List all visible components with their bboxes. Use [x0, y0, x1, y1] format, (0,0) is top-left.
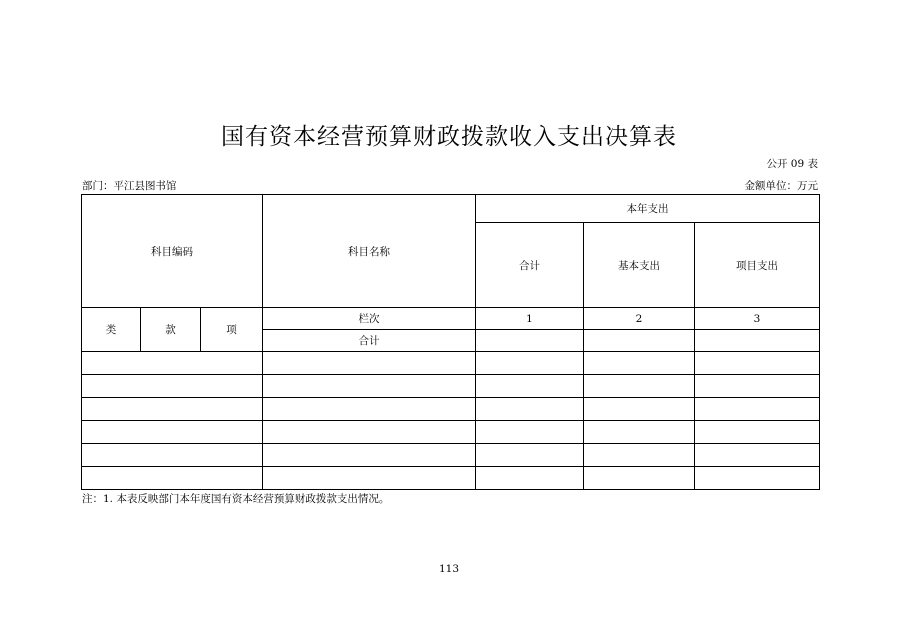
- form-number: 公开 09 表: [766, 158, 818, 170]
- table-cell: [476, 352, 584, 375]
- table-cell: [476, 444, 584, 467]
- header-subject-code: 科目编码: [82, 195, 263, 308]
- table-cell: [476, 421, 584, 444]
- column-number-1: 1: [476, 308, 584, 330]
- table-cell: [584, 375, 695, 398]
- table-cell: [584, 330, 695, 352]
- table-cell: [695, 330, 820, 352]
- table-cell: [82, 375, 263, 398]
- table-row: [82, 421, 820, 444]
- table-row: [82, 444, 820, 467]
- table-cell: [584, 444, 695, 467]
- table-cell: [584, 398, 695, 421]
- header-item: 项: [201, 308, 263, 352]
- table-cell: [584, 352, 695, 375]
- table-cell: [263, 375, 476, 398]
- table-cell: [476, 375, 584, 398]
- table-cell: [695, 444, 820, 467]
- header-basic-expense: 基本支出: [584, 223, 695, 308]
- table-cell: [476, 398, 584, 421]
- table-cell: [82, 398, 263, 421]
- table-cell: [695, 375, 820, 398]
- header-category: 类: [82, 308, 141, 352]
- table-cell: [263, 398, 476, 421]
- table-row: [82, 467, 820, 490]
- table-cell: [476, 330, 584, 352]
- page-title: 国有资本经营预算财政拨款收入支出决算表: [221, 124, 677, 150]
- table-cell: [584, 421, 695, 444]
- header-subject-name: 科目名称: [263, 195, 476, 308]
- unit-label: 金额单位：万元: [744, 180, 818, 192]
- table-cell: [263, 444, 476, 467]
- department-label: 部门：平江县图书馆: [82, 180, 177, 192]
- header-total: 合计: [476, 223, 584, 308]
- header-project-expense: 项目支出: [695, 223, 820, 308]
- table-cell: [263, 352, 476, 375]
- budget-table: [81, 194, 820, 490]
- table-cell: [584, 467, 695, 490]
- footnote: 注：1. 本表反映部门本年度国有资本经营预算财政拨款支出情况。: [82, 493, 390, 505]
- table-cell: [695, 398, 820, 421]
- table-row: [82, 352, 820, 375]
- table-cell: [82, 444, 263, 467]
- table-cell: [82, 467, 263, 490]
- table-cell: [82, 352, 263, 375]
- column-number-2: 2: [584, 308, 695, 330]
- page-number: 113: [438, 563, 460, 575]
- table-cell: [695, 467, 820, 490]
- table-cell: [263, 467, 476, 490]
- table-cell: [476, 467, 584, 490]
- column-number-3: 3: [695, 308, 820, 330]
- header-current-year-expense: 本年支出: [476, 195, 820, 223]
- table-row: [82, 375, 820, 398]
- table-cell: [695, 421, 820, 444]
- table-cell: [695, 352, 820, 375]
- total-row-label: 合计: [263, 330, 476, 352]
- header-section: 款: [141, 308, 201, 352]
- table-cell: [82, 421, 263, 444]
- table-cell: [263, 421, 476, 444]
- column-label: 栏次: [263, 308, 476, 330]
- table-row: [82, 398, 820, 421]
